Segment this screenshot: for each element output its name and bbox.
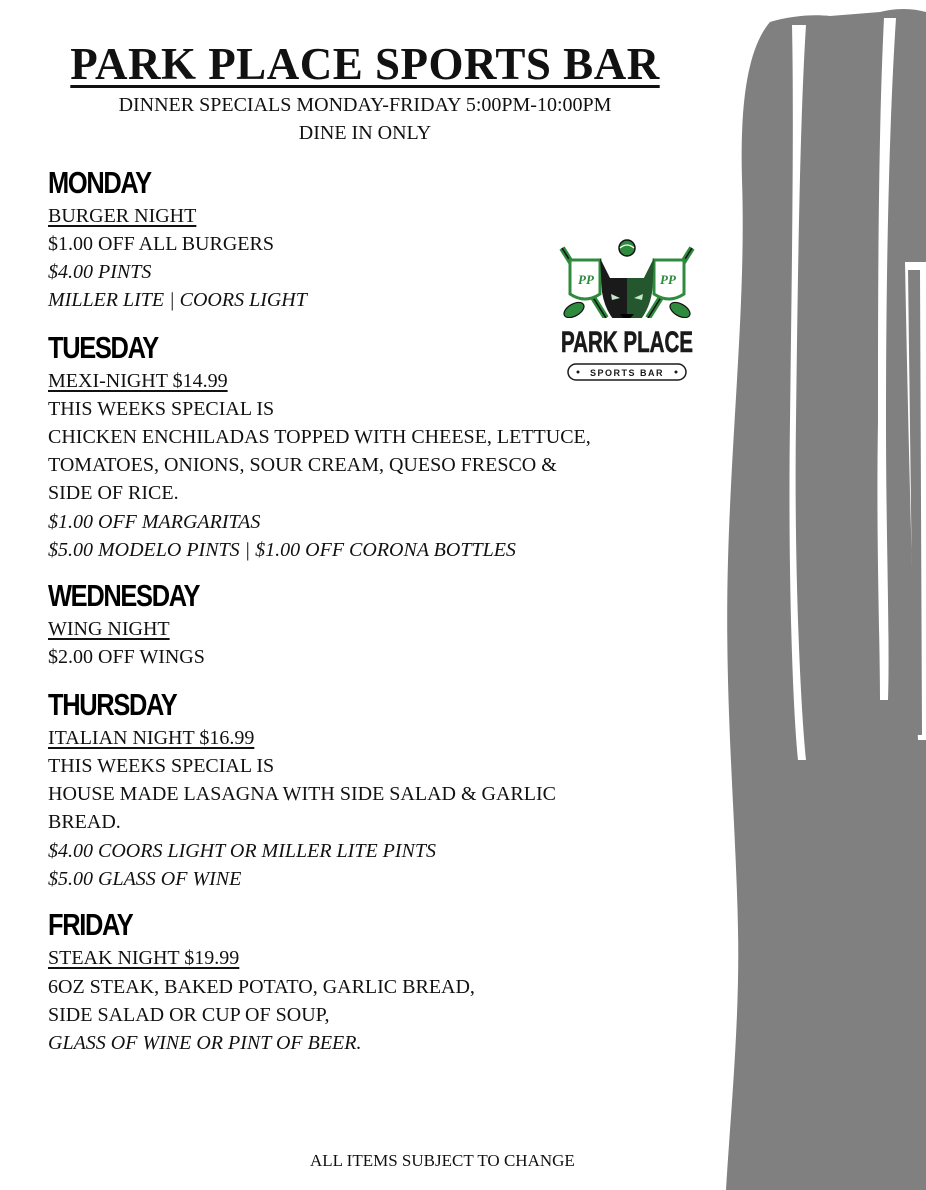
day-heading-tuesday: TUESDAY xyxy=(48,330,158,365)
drink-special-line: $5.00 GLASS OF WINE xyxy=(48,868,242,890)
drink-special-line: $4.00 PINTS xyxy=(48,261,152,283)
special-heading-friday: STEAK NIGHT $19.99 xyxy=(48,947,240,969)
wolf-head-logo-icon xyxy=(556,238,698,383)
special-heading-monday: BURGER NIGHT xyxy=(48,205,197,227)
special-line: BREAD. xyxy=(48,811,121,833)
special-line: 6OZ STEAK, BAKED POTATO, GARLIC BREAD, xyxy=(48,976,475,998)
special-line: SIDE SALAD OR CUP OF SOUP, xyxy=(48,1004,330,1026)
drink-special-line: $5.00 MODELO PINTS | $1.00 OFF CORONA BOTTLES xyxy=(48,539,516,561)
hours-subtitle: DINNER SPECIALS MONDAY-FRIDAY 5:00PM-10:00PM xyxy=(118,94,612,116)
drink-special-line: $1.00 OFF MARGARITAS xyxy=(48,511,261,533)
special-line: $1.00 OFF ALL BURGERS xyxy=(48,233,274,255)
logo-name-text: PARK PLACE xyxy=(561,326,693,359)
special-line: THIS WEEKS SPECIAL IS xyxy=(48,755,275,777)
day-heading-thursday: THURSDAY xyxy=(48,687,177,722)
day-heading-friday: FRIDAY xyxy=(48,907,133,942)
drink-special-line: $4.00 COORS LIGHT OR MILLER LITE PINTS xyxy=(48,840,436,862)
footer-disclaimer: ALL ITEMS SUBJECT TO CHANGE xyxy=(310,1151,575,1170)
logo-tagline-text: SPORTS BAR xyxy=(589,368,665,378)
day-heading-wednesday: WEDNESDAY xyxy=(48,578,200,613)
special-line: TOMATOES, ONIONS, SOUR CREAM, QUESO FRESCO & xyxy=(48,454,557,476)
special-line: SIDE OF RICE. xyxy=(48,482,179,504)
day-heading-monday: MONDAY xyxy=(48,165,151,200)
drink-special-line: MILLER LITE | COORS LIGHT xyxy=(48,289,307,311)
drink-special-line: GLASS OF WINE OR PINT OF BEER. xyxy=(48,1032,362,1054)
special-heading-wednesday: WING NIGHT xyxy=(48,618,170,640)
special-line: THIS WEEKS SPECIAL IS xyxy=(48,398,275,420)
svg-text:PP: PP xyxy=(660,272,676,287)
special-line: HOUSE MADE LASAGNA WITH SIDE SALAD & GARLIC xyxy=(48,783,556,805)
special-line: CHICKEN ENCHILADAS TOPPED WITH CHEESE, LETTUCE, xyxy=(48,426,591,448)
svg-text:PP: PP xyxy=(578,272,594,287)
page-title: PARK PLACE SPORTS BAR xyxy=(70,39,660,89)
special-heading-thursday: ITALIAN NIGHT $16.99 xyxy=(48,727,255,749)
special-line: $2.00 OFF WINGS xyxy=(48,646,205,668)
special-heading-tuesday: MEXI-NIGHT $14.99 xyxy=(48,370,228,392)
dine-in-note: DINE IN ONLY xyxy=(298,122,432,144)
